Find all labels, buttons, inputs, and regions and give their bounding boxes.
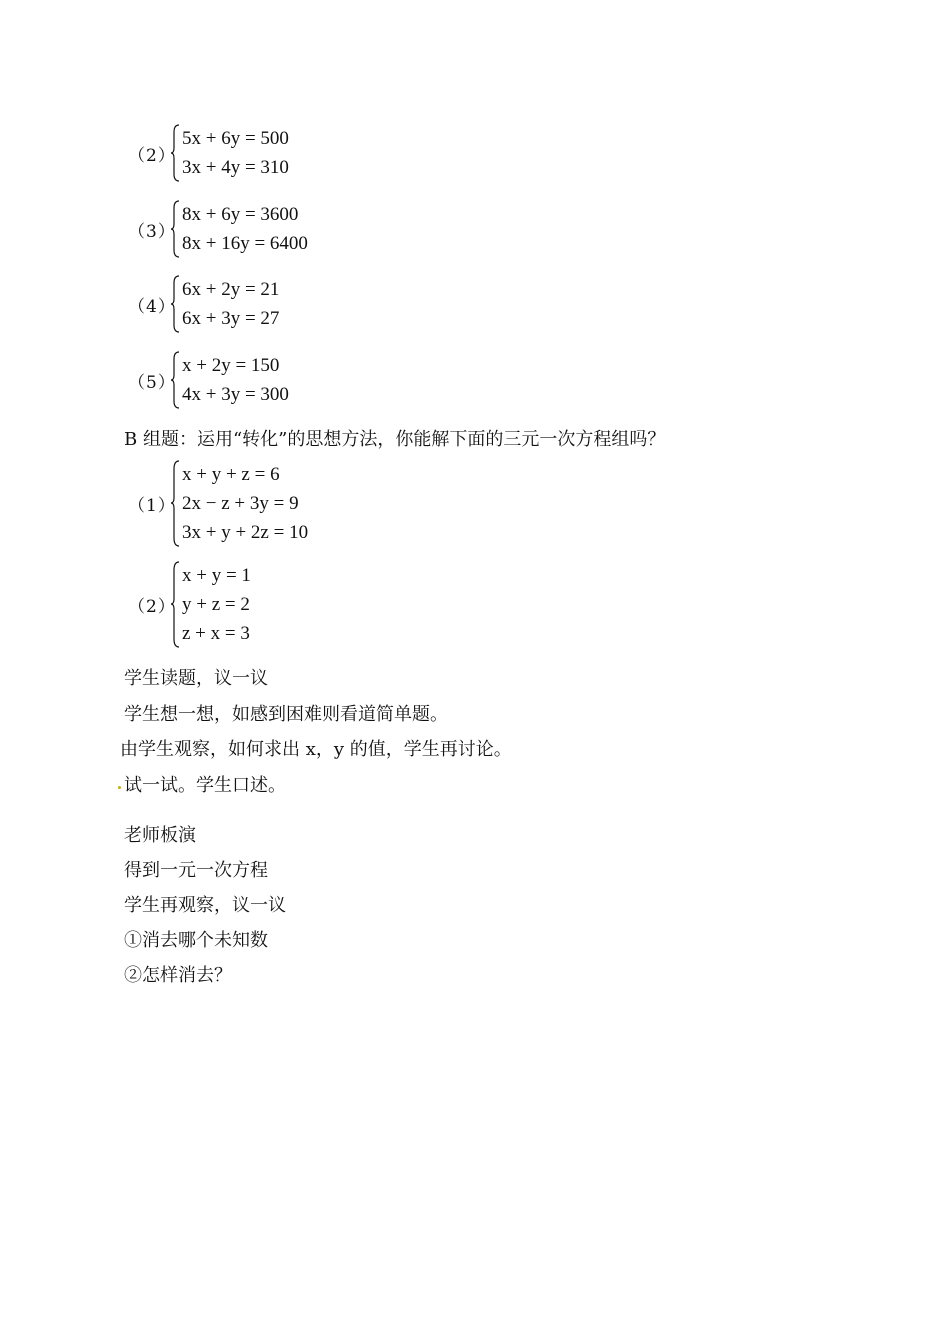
item-number: （4） bbox=[128, 296, 176, 317]
equation: x + 2y = 150 bbox=[182, 355, 280, 376]
equation-system-a4 bbox=[128, 275, 279, 333]
text-line: 学生想一想，如感到困难则看道简单题。 bbox=[124, 704, 448, 725]
text-line: 得到一元一次方程 bbox=[124, 860, 268, 881]
text-line: 老师板演 bbox=[124, 825, 196, 846]
text-line: 试一试。学生口述。 bbox=[124, 775, 286, 796]
equation: 4x + 3y = 300 bbox=[182, 384, 289, 405]
equation-system-a2 bbox=[128, 124, 289, 182]
equation: 3x + y + 2z = 10 bbox=[182, 522, 309, 543]
equation: 2x − z + 3y = 9 bbox=[182, 493, 299, 514]
equation-system-b1 bbox=[128, 460, 308, 547]
equation: 5x + 6y = 500 bbox=[182, 128, 289, 149]
brace-icon bbox=[170, 275, 180, 333]
brace-icon bbox=[170, 351, 180, 409]
brace-icon bbox=[170, 561, 180, 648]
brace-icon bbox=[170, 460, 180, 547]
text-line: 学生读题，议一议 bbox=[124, 668, 268, 689]
item-number: （5） bbox=[128, 372, 176, 393]
equation: z + x = 3 bbox=[182, 623, 250, 644]
equation: 6x + 3y = 27 bbox=[182, 308, 280, 329]
text-line: 由学生观察，如何求出 x，y 的值，学生再讨论。 bbox=[120, 739, 512, 760]
item-number: （2） bbox=[128, 597, 176, 617]
brace-icon bbox=[170, 200, 180, 258]
item-number: （1） bbox=[128, 496, 176, 516]
equation: y + z = 2 bbox=[182, 594, 250, 615]
equation: 3x + 4y = 310 bbox=[182, 157, 289, 178]
equation: x + y + z = 6 bbox=[182, 464, 280, 485]
text-line: 学生再观察，议一议 bbox=[124, 895, 286, 916]
marker-dot bbox=[118, 786, 121, 789]
equation: x + y = 1 bbox=[182, 565, 251, 586]
brace-icon bbox=[170, 124, 180, 182]
equation-system-a5 bbox=[128, 351, 289, 409]
equation: 8x + 6y = 3600 bbox=[182, 204, 299, 225]
equation: 6x + 2y = 21 bbox=[182, 279, 280, 300]
item-number: （3） bbox=[128, 221, 176, 242]
group-b-heading: B 组题：运用“转化”的思想方法，你能解下面的三元一次方程组吗？ bbox=[124, 429, 666, 450]
text-line: ②怎样消去？ bbox=[124, 965, 232, 986]
equation: 8x + 16y = 6400 bbox=[182, 233, 308, 254]
equation-system-a3 bbox=[128, 200, 308, 258]
equation-system-b2 bbox=[128, 561, 251, 648]
text-line: ①消去哪个未知数 bbox=[124, 930, 268, 951]
item-number: （2） bbox=[128, 145, 176, 166]
